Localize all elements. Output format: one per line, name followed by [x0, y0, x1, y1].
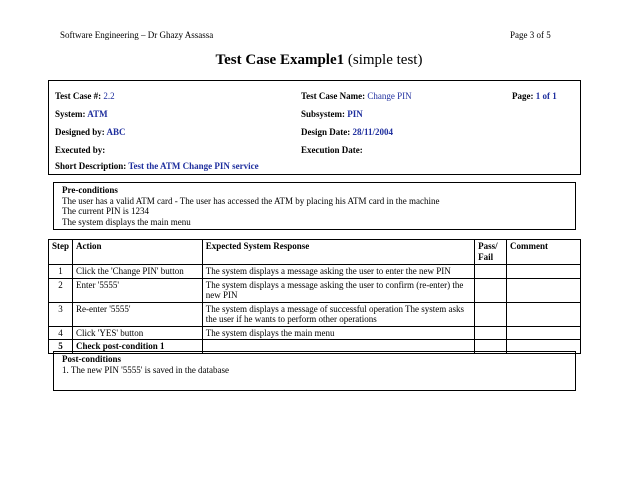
title-normal: (simple test): [344, 52, 423, 68]
execution-date-label: Execution Date:: [301, 145, 363, 155]
design-date-label: Design Date:: [301, 127, 351, 137]
page-value: 1 of 1: [535, 91, 557, 101]
step-pass-fail[interactable]: [475, 278, 507, 302]
header-left: Software Engineering – Dr Ghazy Assassa: [60, 30, 214, 40]
step-comment[interactable]: [507, 326, 581, 340]
system-value: ATM: [87, 109, 108, 119]
subsystem-label: Subsystem:: [301, 109, 346, 119]
step-action: Enter '5555': [73, 278, 203, 302]
step-action: Click 'YES' button: [73, 326, 203, 340]
header-expected-response: Expected System Response: [202, 240, 474, 265]
designed-by-label: Designed by:: [55, 127, 105, 137]
step-number: 2: [49, 278, 73, 302]
table-row: [49, 265, 581, 279]
executed-by-label: Executed by:: [55, 145, 106, 155]
table-row: [49, 326, 581, 340]
test-case-info-box: [48, 80, 581, 175]
step-comment[interactable]: [507, 265, 581, 279]
test-steps-table: [48, 239, 581, 354]
subsystem-value: PIN: [347, 109, 363, 119]
short-description-value: Test the ATM Change PIN service: [128, 161, 259, 171]
header-step: Step: [49, 240, 73, 265]
short-description-label: Short Description:: [55, 161, 127, 171]
header-pass-fail: Pass/ Fail: [475, 240, 507, 265]
step-pass-fail[interactable]: [475, 265, 507, 279]
subsystem: [301, 109, 363, 119]
step-number: 4: [49, 326, 73, 340]
step-number: 5: [49, 340, 73, 354]
precondition-line: The current PIN is 1234: [62, 206, 149, 216]
execution-date: [301, 145, 363, 155]
postconditions-label: Post-conditions: [62, 354, 122, 364]
test-case-name-label: Test Case Name:: [301, 91, 366, 101]
table-row: [49, 278, 581, 302]
step-response: The system displays a message asking the user to enter the new PIN: [202, 265, 474, 279]
postcondition-line: 1. The new PIN '5555' is saved in the database: [62, 364, 230, 375]
test-case-number-value: 2.2: [103, 91, 115, 101]
precondition-line: The system displays the main menu: [62, 216, 191, 227]
step-action: Check post-condition 1: [73, 340, 203, 354]
postconditions-box: [53, 351, 576, 391]
system: [55, 109, 108, 119]
title-bold: Test Case Example1: [215, 52, 345, 68]
table-header-row: [49, 240, 581, 265]
test-case-number: [55, 91, 115, 101]
short-description: [55, 161, 259, 171]
step-number: 3: [49, 302, 73, 326]
step-number: 1: [49, 265, 73, 279]
step-action: Click the 'Change PIN' button: [73, 265, 203, 279]
header-action: Action: [73, 240, 203, 265]
page-indicator: [512, 91, 557, 101]
step-comment[interactable]: [507, 278, 581, 302]
header-right: Page 3 of 5: [510, 30, 551, 40]
step-pass-fail[interactable]: [475, 302, 507, 326]
preconditions-label: Pre-conditions: [62, 185, 118, 195]
table-row: [49, 302, 581, 326]
step-action: Re-enter '5555': [73, 302, 203, 326]
step-response: The system displays the main menu: [202, 326, 474, 340]
page-label: Page:: [512, 91, 534, 101]
step-pass-fail[interactable]: [475, 326, 507, 340]
header-comment: Comment: [507, 240, 581, 265]
designed-by: [55, 127, 126, 137]
step-response: The system displays a message asking the user to confirm (re-enter) the new PIN: [202, 278, 474, 302]
preconditions-box: [53, 182, 576, 230]
test-case-name-value: Change PIN: [367, 91, 412, 101]
system-label: System:: [55, 109, 86, 119]
executed-by: [55, 145, 105, 155]
test-case-number-label: Test Case #:: [55, 91, 102, 101]
precondition-line: The user has a valid ATM card - The user has accessed the ATM by placing his ATM card in the machine: [62, 195, 440, 206]
design-date-value: 28/11/2004: [352, 127, 394, 137]
test-case-name: [301, 91, 412, 101]
designed-by-value: ABC: [106, 127, 126, 137]
step-response: The system displays a message of successful operation The system asks the user if he wants to perform other operations: [202, 302, 474, 326]
step-comment[interactable]: [507, 302, 581, 326]
design-date: [301, 127, 393, 137]
page-title: [0, 52, 638, 69]
